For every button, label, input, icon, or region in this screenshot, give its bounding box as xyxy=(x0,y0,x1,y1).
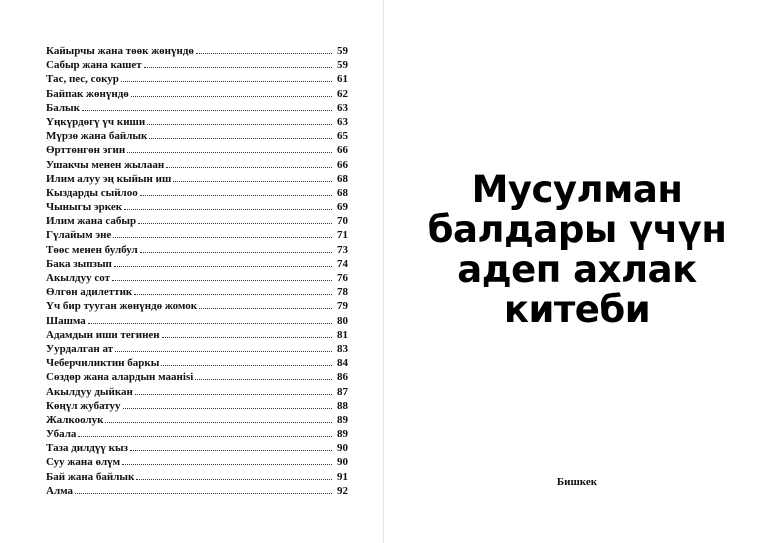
toc-entry-title: Уурдалган ат xyxy=(46,342,114,355)
toc-leader-dots xyxy=(113,228,332,238)
toc-leader-dots xyxy=(82,101,332,111)
toc-entry-title: Өрттөнгөн эгин xyxy=(46,144,126,157)
toc-leader-dots xyxy=(78,427,332,437)
toc-leader-dots xyxy=(173,172,332,182)
toc-entry-page: 70 xyxy=(337,215,348,228)
toc-entry-title: Акылдуу сот xyxy=(46,272,110,284)
book-title-line-4: китеби xyxy=(503,288,651,331)
toc-entry-title: Ушакчы менен жылаан xyxy=(46,158,165,171)
toc-entry xyxy=(46,356,348,370)
book-title-line-2: балдары үчүн xyxy=(427,208,727,251)
toc-entry xyxy=(46,115,348,129)
toc-entry-page: 89 xyxy=(337,428,348,441)
toc-entry xyxy=(46,186,348,200)
book-title-line-3: адеп ахлак xyxy=(457,248,697,291)
toc-entry-title: Кыздарды сыйлоо xyxy=(46,186,138,199)
toc-entry-title: Үңкүрдөгү үч киши xyxy=(46,115,146,128)
toc-entry xyxy=(46,441,348,455)
toc-entry-page: 74 xyxy=(337,257,348,270)
toc-entry-title: Суу жана өлүм xyxy=(46,456,121,469)
toc-entry-page: 89 xyxy=(337,413,348,426)
toc-leader-dots xyxy=(136,470,332,480)
toc-entry-page: 65 xyxy=(337,130,348,143)
toc-entry xyxy=(46,72,348,86)
toc-entry xyxy=(46,370,348,384)
toc-leader-dots xyxy=(105,413,332,423)
toc-leader-dots xyxy=(121,72,332,82)
toc-entry-page: 90 xyxy=(337,442,348,455)
book-title-line-1: Мусулман xyxy=(471,168,683,211)
book-title xyxy=(418,170,736,330)
toc-entry-page: 84 xyxy=(337,357,348,370)
table-of-contents xyxy=(46,44,348,498)
toc-leader-dots xyxy=(123,399,332,409)
toc-leader-dots xyxy=(127,143,332,153)
toc-entry-title: Убала xyxy=(46,428,77,441)
toc-entry xyxy=(46,200,348,214)
toc-entry xyxy=(46,484,348,498)
toc-entry xyxy=(46,342,348,356)
toc-entry-page: 92 xyxy=(337,484,348,497)
toc-leader-dots xyxy=(149,129,332,139)
toc-entry xyxy=(46,129,348,143)
toc-leader-dots xyxy=(140,186,332,196)
toc-entry-page: 68 xyxy=(337,186,348,199)
toc-entry-title: Акылдуу дыйкан xyxy=(46,385,133,398)
toc-leader-dots xyxy=(112,271,332,281)
toc-entry-title: Көңүл жубатуу xyxy=(46,399,121,412)
toc-leader-dots xyxy=(140,243,332,253)
toc-leader-dots xyxy=(114,257,332,267)
toc-entry-page: 88 xyxy=(337,399,348,412)
toc-entry-page: 66 xyxy=(337,158,348,171)
toc-entry-title: Сабыр жана кашет xyxy=(46,59,142,72)
toc-entry-page: 87 xyxy=(337,385,348,398)
toc-entry-title: Балык xyxy=(46,101,80,114)
toc-leader-dots xyxy=(147,115,332,125)
toc-entry xyxy=(46,427,348,441)
toc-leader-dots xyxy=(166,158,332,168)
toc-leader-dots xyxy=(199,299,332,309)
toc-leader-dots xyxy=(134,285,332,295)
toc-leader-dots xyxy=(138,214,332,224)
toc-entry-page: 91 xyxy=(337,470,348,483)
toc-entry xyxy=(46,44,348,58)
toc-entry xyxy=(46,271,348,285)
toc-entry xyxy=(46,314,348,328)
toc-entry-page: 69 xyxy=(337,201,348,214)
toc-entry-page: 59 xyxy=(337,59,348,72)
toc-entry-title: Чеберчиликтин баркы xyxy=(46,357,160,370)
toc-entry xyxy=(46,87,348,101)
toc-entry xyxy=(46,455,348,469)
toc-entry-title: Төөс менен булбул xyxy=(46,243,138,256)
toc-entry-page: 61 xyxy=(337,73,348,86)
publication-city: Бишкек xyxy=(556,476,598,488)
toc-entry xyxy=(46,214,348,228)
toc-leader-dots xyxy=(122,455,332,465)
toc-entry-page: 63 xyxy=(337,101,348,114)
toc-entry-page: 79 xyxy=(337,300,348,313)
toc-leader-dots xyxy=(162,328,332,338)
toc-entry xyxy=(46,385,348,399)
toc-entry-title: Тас, пес, сокур xyxy=(46,73,119,86)
toc-entry-title: Адамдын иши тегинен xyxy=(46,328,160,341)
toc-entry xyxy=(46,413,348,427)
toc-entry-title: Байпак жөнүндө xyxy=(46,87,129,100)
toc-entry xyxy=(46,228,348,242)
toc-entry-title: Таза дилдүү кыз xyxy=(46,442,128,455)
toc-entry-title: Чыныгы эркек xyxy=(46,201,123,214)
toc-entry-title: Бай жана байлык xyxy=(46,470,135,483)
toc-leader-dots xyxy=(144,58,332,68)
toc-entry xyxy=(46,328,348,342)
toc-entry-title: Мүрзө жана байлык xyxy=(46,130,148,143)
toc-leader-dots xyxy=(88,314,332,324)
toc-leader-dots xyxy=(115,342,332,352)
toc-entry-title: Үч бир тууган жөнүндө жомок xyxy=(46,300,198,313)
toc-entry-page: 71 xyxy=(337,229,348,242)
toc-entry-page: 59 xyxy=(337,45,348,57)
toc-entry-title: Илим жана сабыр xyxy=(46,215,137,228)
toc-entry xyxy=(46,257,348,271)
toc-entry xyxy=(46,243,348,257)
page-gutter xyxy=(383,0,384,543)
toc-entry xyxy=(46,299,348,313)
toc-entry-page: 86 xyxy=(337,371,348,384)
toc-entry-page: 62 xyxy=(337,87,348,100)
toc-entry-title: Шашма xyxy=(46,314,86,327)
toc-entry-title: Илим алуу эң кыйын иш xyxy=(46,172,172,185)
toc-entry-title: Сөздөр жана алардын маанisi xyxy=(46,371,194,384)
toc-leader-dots xyxy=(130,441,332,451)
toc-entry xyxy=(46,158,348,172)
toc-entry-page: 68 xyxy=(337,172,348,185)
toc-entry-page: 76 xyxy=(337,272,348,284)
toc-entry-page: 80 xyxy=(337,314,348,327)
toc-leader-dots xyxy=(131,87,332,97)
toc-entry-page: 81 xyxy=(337,328,348,341)
toc-entry-title: Жалкоолук xyxy=(46,413,104,426)
toc-entry xyxy=(46,172,348,186)
toc-entry-page: 83 xyxy=(337,342,348,355)
toc-entry-title: Кайырчы жана төөк жөнүндө xyxy=(46,45,194,57)
toc-entry-page: 73 xyxy=(337,243,348,256)
toc-entry xyxy=(46,285,348,299)
toc-leader-dots xyxy=(196,44,332,54)
toc-entry-title: Өлгөн адилеттик xyxy=(46,286,133,299)
toc-leader-dots xyxy=(161,356,332,366)
toc-entry-page: 90 xyxy=(337,456,348,469)
toc-entry xyxy=(46,58,348,72)
toc-entry-title: Гүлайым эне xyxy=(46,229,112,242)
toc-entry-page: 78 xyxy=(337,286,348,299)
toc-entry xyxy=(46,399,348,413)
toc-entry-page: 63 xyxy=(337,115,348,128)
toc-entry-title: Алма xyxy=(46,484,74,497)
toc-entry-page: 66 xyxy=(337,144,348,157)
toc-leader-dots xyxy=(135,385,332,395)
toc-entry xyxy=(46,470,348,484)
toc-leader-dots xyxy=(124,200,332,210)
toc-leader-dots xyxy=(75,484,332,494)
toc-entry-title: Бака зыпзып xyxy=(46,257,112,270)
toc-entry xyxy=(46,143,348,157)
toc-entry xyxy=(46,101,348,115)
toc-leader-dots xyxy=(195,370,332,380)
